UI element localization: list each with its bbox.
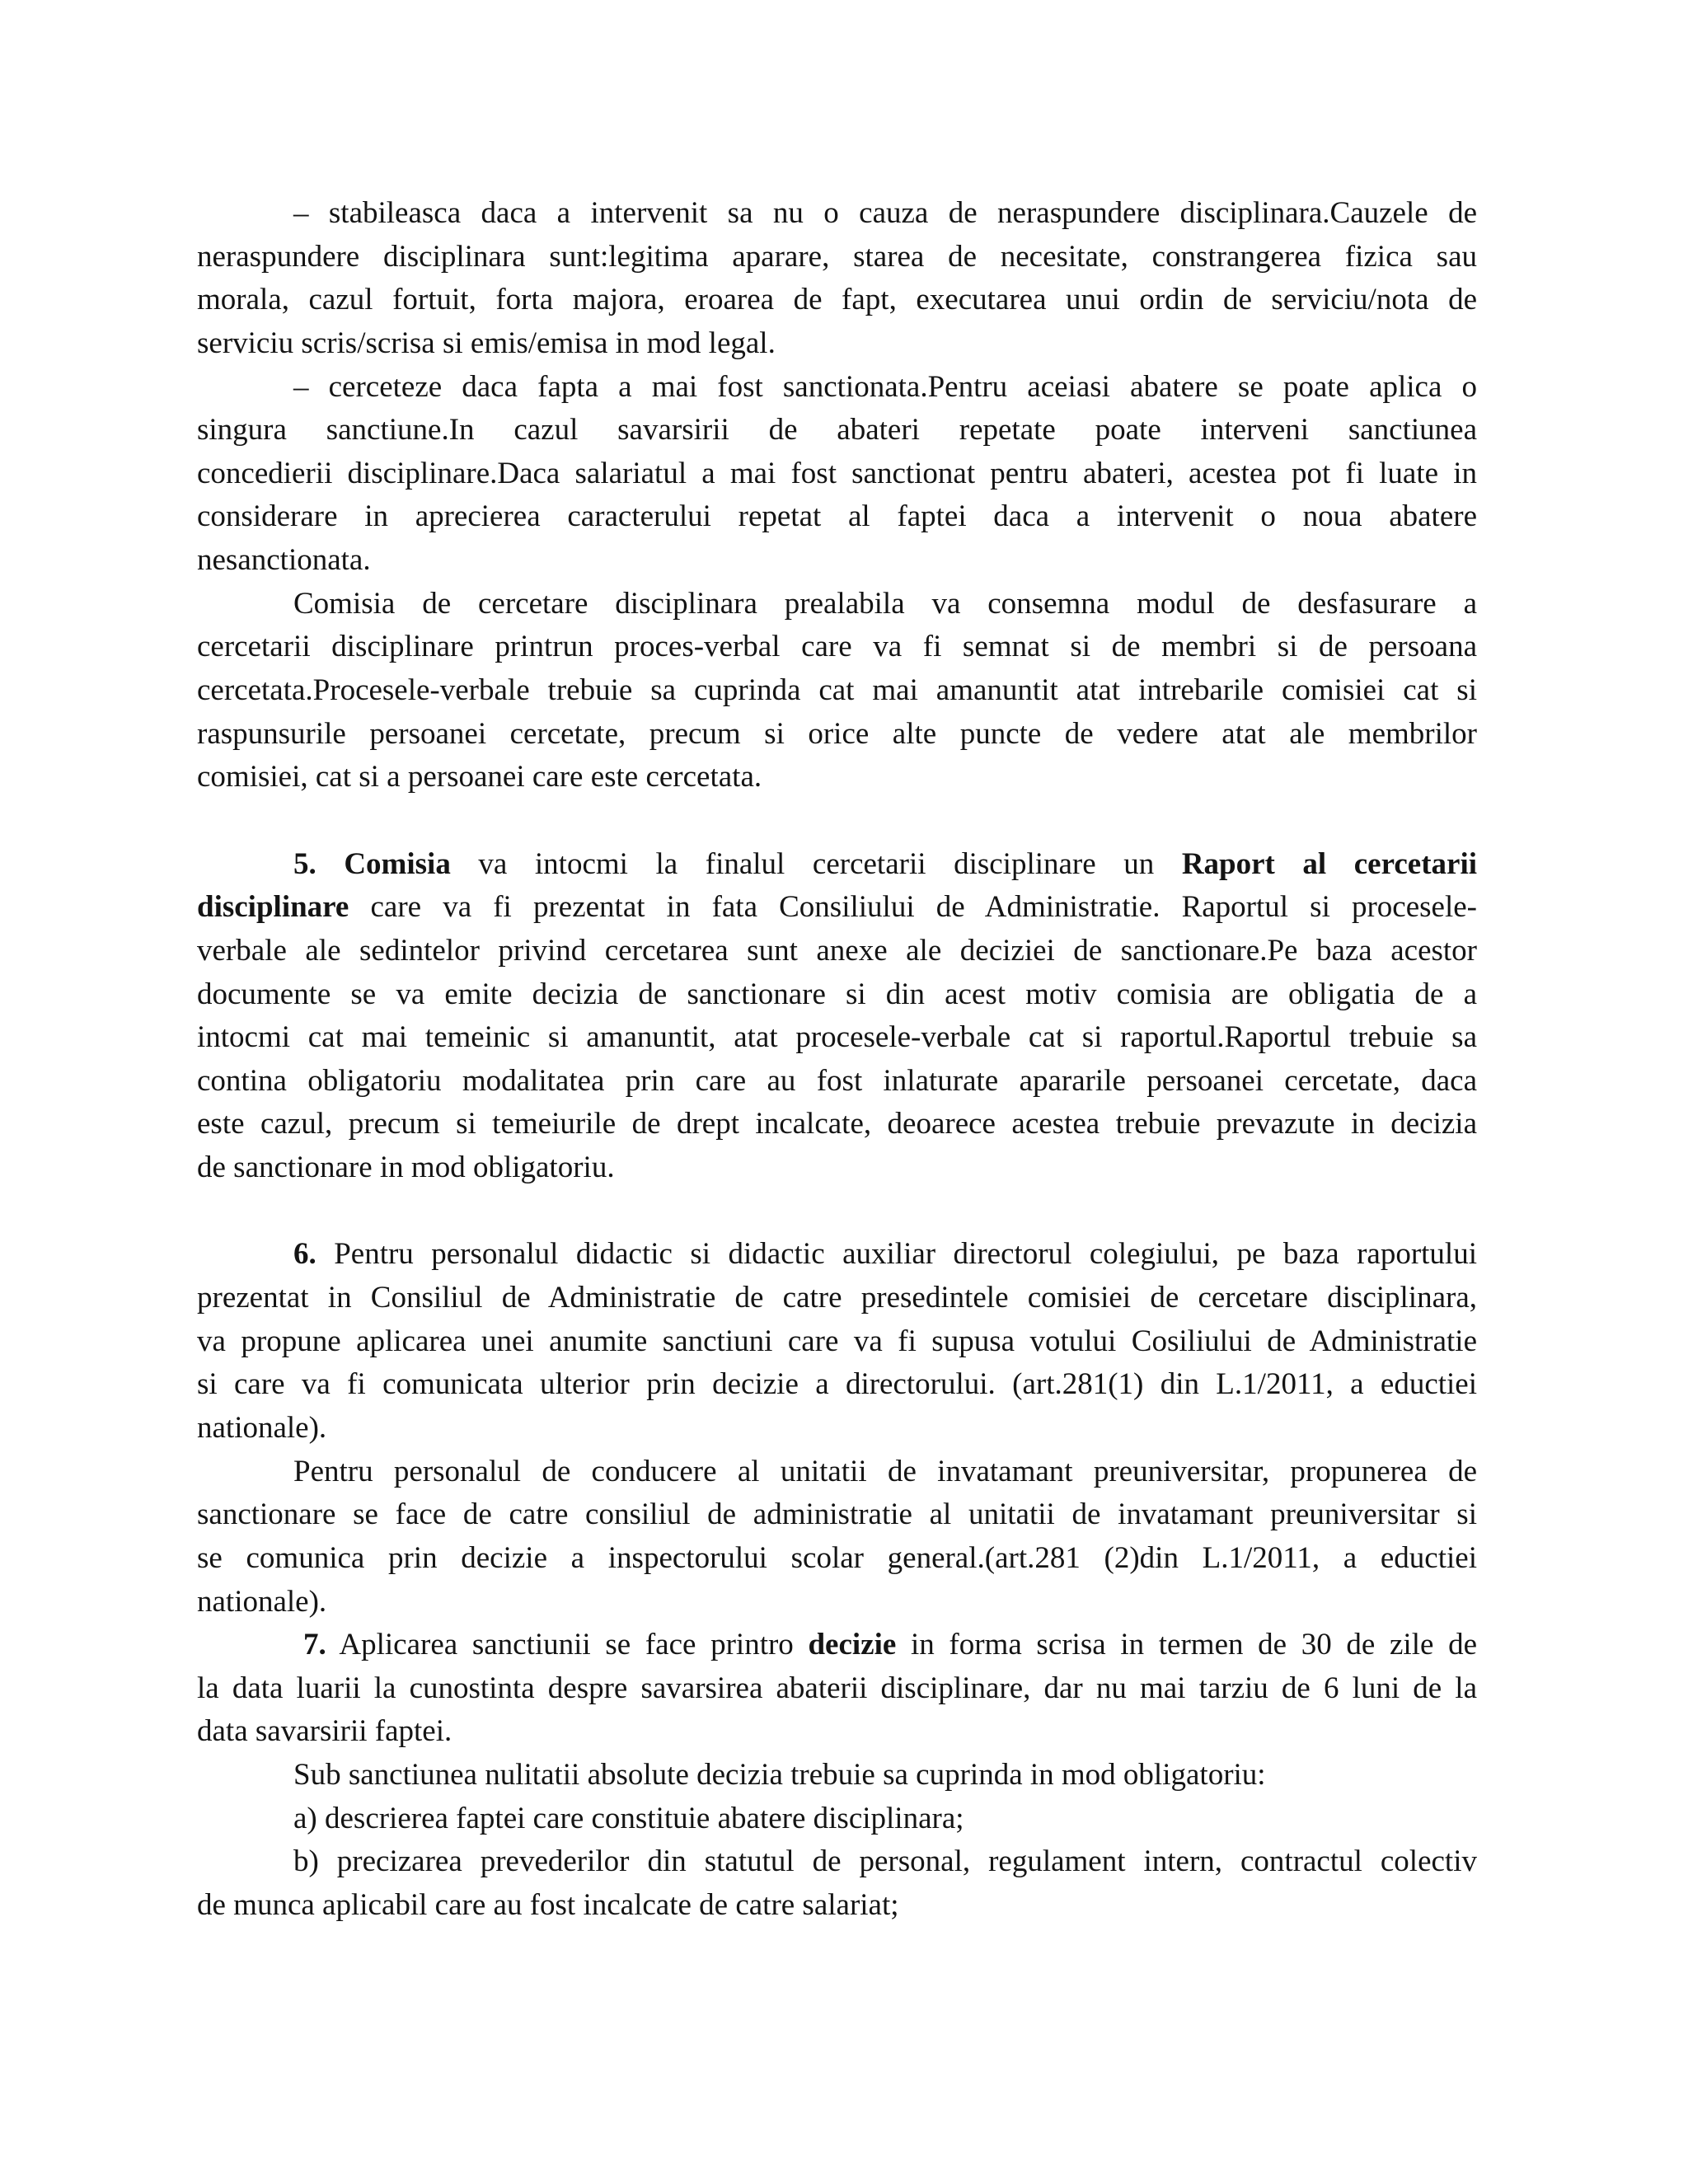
text-line: se comunica prin decizie a inspectorului scolar general.(art.281 (2)din L.1/2011, a eductiei — [197, 1540, 1477, 1575]
text-line: comisiei, cat si a persoanei care este cercetata. — [197, 760, 762, 794]
text-line: nesanctionata. — [197, 543, 371, 578]
text-line: nationale). — [197, 1584, 327, 1619]
text-line: considerare in aprecierea caracterului repetat al faptei daca a intervenit o noua abatere — [197, 499, 1477, 534]
text-line: la data luarii la cunostinta despre savarsirea abaterii disciplinare, dar nu mai tarziu de 6 luni de la — [197, 1671, 1477, 1705]
text-line: de munca aplicabil care au fost incalcate de catre salariat; — [197, 1887, 899, 1922]
section-5-raport-cercetare — [197, 843, 1477, 1190]
text-segment: in forma scrisa in termen de 30 de zile de — [896, 1628, 1477, 1662]
text-line — [197, 1233, 1477, 1277]
text-line: singura sanctiune.In cazul savarsirii de abateri repetate poate interveni sanctiunea — [197, 413, 1477, 448]
text-line: de sanctionare in mod obligatoriu. — [197, 1151, 615, 1185]
text-line: Comisia de cercetare disciplinara prealabila va consemna modul de desfasurare a — [293, 586, 1477, 621]
text-line: – stabileasca daca a intervenit sa nu o cauza de neraspundere disciplinara.Cauzele de — [293, 196, 1477, 230]
text-line: va propune aplicarea unei anumite sanctiuni care va fi supusa votului Cosiliului de Administratie — [197, 1324, 1477, 1358]
text-segment: Aplicarea sanctiunii se face printro — [326, 1628, 809, 1662]
blank-line — [197, 799, 1477, 843]
text-line: intocmi cat mai temeinic si amanuntit, atat procesele-verbale cat si raportul.Raportul trebuie sa — [197, 1020, 1477, 1055]
text-line: cercetarii disciplinare printrun proces-verbal care va fi semnat si de membri si de persoana — [197, 630, 1477, 664]
section-number-bold: 5. Comisia — [293, 846, 451, 881]
text-segment: Pentru personalul didactic si didactic auxiliar directorul colegiului, pe baza raportului — [316, 1237, 1477, 1272]
bold-text: Raport al cercetarii — [1181, 846, 1478, 881]
paragraph-continut-decizie — [197, 1754, 1477, 1797]
text-segment: care va fi prezentat in fata Consiliului de Administratie. Raportul si procesele- — [349, 890, 1477, 925]
text-line: nationale). — [197, 1410, 327, 1445]
document-body — [197, 192, 1477, 1928]
text-line: neraspundere disciplinara sunt:legitima aparare, starea de necesitate, constrangerea fizica sau — [197, 239, 1477, 274]
text-line: sanctionare se face de catre consiliul de administratie al unitatii de invatamant preuniversitar si — [197, 1497, 1477, 1532]
text-line: este cazul, precum si temeiurile de drept incalcate, deoarece acestea trebuie prevazute in decizia — [197, 1107, 1477, 1141]
section-number-bold: 6. — [293, 1237, 316, 1272]
bold-text: disciplinare — [197, 890, 349, 925]
text-line: prezentat in Consiliul de Administratie de catre presedintele comisiei de cercetare disciplinara, — [197, 1281, 1477, 1315]
paragraph-fapta-sanctionata — [197, 366, 1477, 583]
text-line: cercetata.Procesele-verbale trebuie sa cuprinda cat mai amanuntit atat intrebarile comisiei cat si — [197, 673, 1477, 708]
list-item-b — [197, 1840, 1477, 1927]
paragraph-proces-verbal — [197, 583, 1477, 799]
text-line — [197, 843, 1477, 887]
text-line: documente se va emite decizia de sanctionare si din acest motiv comisia are obligatia de a — [197, 977, 1477, 1011]
text-line: Sub sanctiunea nulitatii absolute decizia trebuie sa cuprinda in mod obligatoriu: — [293, 1758, 1266, 1793]
text-line: morala, cazul fortuit, forta majora, eroarea de fapt, executarea unui ordin de serviciu/nota de — [197, 283, 1477, 317]
text-line: – cerceteze daca fapta a mai fost sanctionata.Pentru aceiasi abatere se poate aplica o — [293, 369, 1477, 404]
section-6-propunere-sanctiune — [197, 1233, 1477, 1450]
section-7-aplicare-sanctiune — [197, 1624, 1477, 1754]
section-number-bold: 7. — [303, 1628, 326, 1662]
text-line: Pentru personalul de conducere al unitatii de invatamant preuniversitar, propunerea de — [293, 1454, 1477, 1488]
list-item-a — [197, 1797, 1477, 1841]
text-segment: va intocmi la finalul cercetarii disciplinare un — [450, 846, 1182, 881]
text-line: data savarsirii faptei. — [197, 1714, 452, 1749]
bold-text: decizie — [808, 1628, 897, 1662]
text-line: b) precizarea prevederilor din statutul de personal, regulament intern, contractul colectiv — [293, 1844, 1477, 1879]
text-line: a) descrierea faptei care constituie abatere disciplinara; — [293, 1801, 964, 1835]
text-line: contina obligatoriu modalitatea prin care au fost inlaturate apararile persoanei cercetate, daca — [197, 1063, 1477, 1098]
text-line — [197, 886, 1477, 930]
text-line — [197, 1624, 1477, 1667]
paragraph-personal-conducere — [197, 1451, 1477, 1624]
text-line: serviciu scris/scrisa si emis/emisa in mod legal. — [197, 326, 776, 360]
blank-line — [197, 1190, 1477, 1234]
text-line: si care va fi comunicata ulterior prin decizie a directorului. (art.281(1) din L.1/2011, a eductiei — [197, 1367, 1477, 1402]
text-line: raspunsurile persoanei cercetate, precum si orice alte puncte de vedere atat ale membrilor — [197, 716, 1477, 751]
text-line: concedierii disciplinare.Daca salariatul a mai fost sanctionat pentru abateri, acestea pot fi luate in — [197, 456, 1477, 490]
paragraph-cauze-neraspundere — [197, 192, 1477, 366]
text-line: verbale ale sedintelor privind cercetarea sunt anexe ale deciziei de sanctionare.Pe baza acestor — [197, 933, 1477, 968]
